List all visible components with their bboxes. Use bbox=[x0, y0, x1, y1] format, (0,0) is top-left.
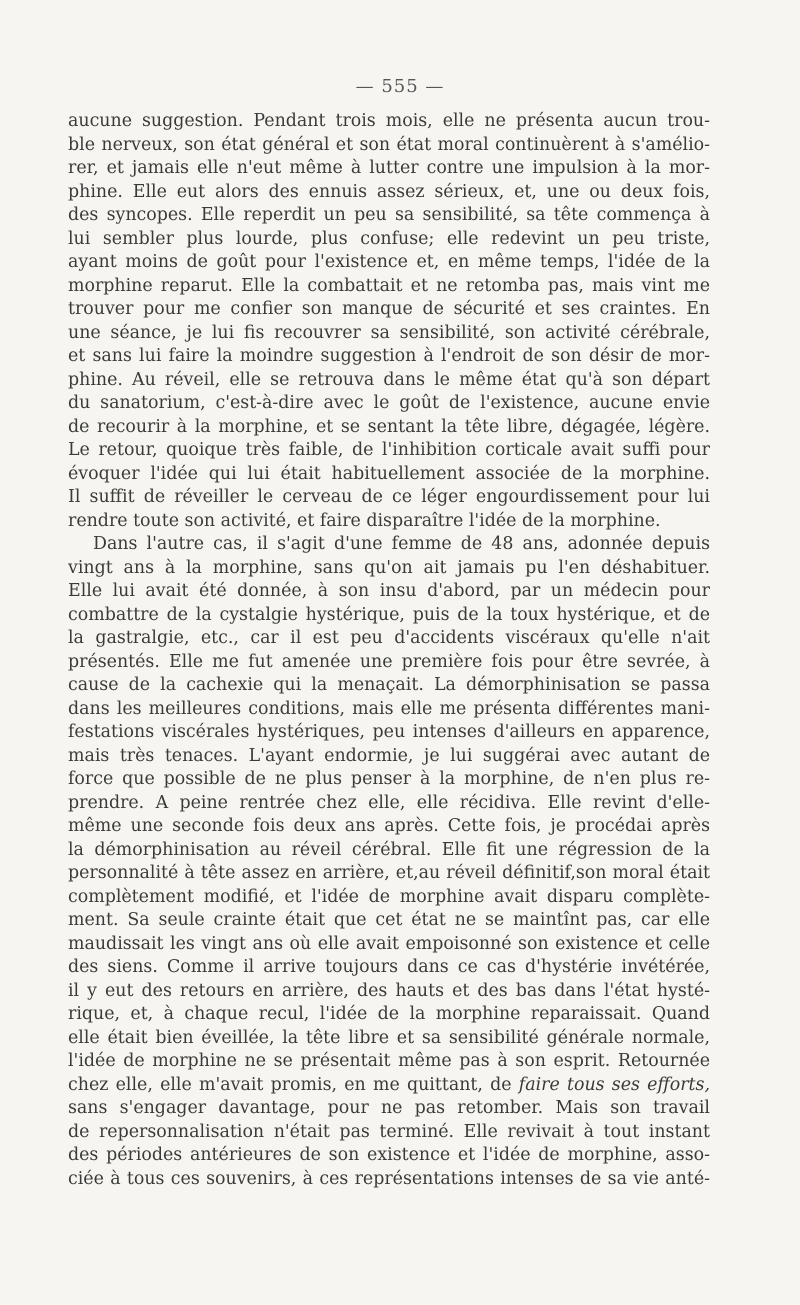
text-line: présentés. Elle me fut amenée une première fois pour être sevrée, à bbox=[68, 651, 710, 672]
text-line: phine. Elle eut alors des ennuis assez sérieux, et, une ou deux fois, bbox=[68, 181, 710, 202]
text-line: dans les meilleures conditions, mais elle me présenta différentes mani- bbox=[68, 698, 710, 719]
text-line: rer, et jamais elle n'eut même à lutter contre une impulsion à la mor- bbox=[68, 158, 710, 178]
text-line: mais très tenaces. L'ayant endormie, je lui suggérai avec autant de bbox=[68, 745, 710, 766]
text-line: une séance, je lui fis recouvrer sa sensibilité, son activité cérébrale, bbox=[68, 322, 710, 343]
text-line: lui sembler plus lourde, plus confuse; elle redevint un peu triste, bbox=[68, 228, 710, 249]
text-line: il y eut des retours en arrière, des hauts et des bas dans l'état hysté- bbox=[68, 980, 710, 1001]
text-line: et sans lui faire la moindre suggestion à l'endroit de son désir de mor- bbox=[68, 346, 710, 366]
text-line: complètement modifié, et l'idée de morphine avait disparu complète- bbox=[68, 886, 710, 907]
body-text bbox=[68, 110, 710, 1191]
text-line: des syncopes. Elle reperdit un peu sa sensibilité, sa tête commença à bbox=[68, 205, 710, 225]
text-segment: chez elle, elle m'avait promis, en me quittant, de bbox=[68, 1074, 519, 1095]
text-line: ble nerveux, son état général et son état moral continuèrent à s'amélio- bbox=[68, 134, 710, 155]
page-number: — 555 — bbox=[355, 76, 445, 97]
text-line: évoquer l'idée qui lui était habituellement associée de la morphine. bbox=[68, 463, 710, 484]
text-line: du sanatorium, c'est-à-dire avec le goût de l'existence, aucune envie bbox=[68, 393, 710, 413]
text-line: des siens. Comme il arrive toujours dans ce cas d'hystérie invétérée, bbox=[68, 957, 710, 977]
text-line: l'idée de morphine ne se présentait même pas à son esprit. Retournée bbox=[68, 1051, 710, 1071]
italic-quote: faire tous ses efforts, bbox=[518, 1074, 710, 1095]
text-line: de recourir à la morphine, et se sentant la tête libre, dégagée, légère. bbox=[68, 416, 710, 437]
text-line: sans s'engager davantage, pour ne pas retomber. Mais son travail bbox=[68, 1098, 710, 1118]
paragraph-start-line: Dans l'autre cas, il s'agit d'une femme de 48 ans, adonnée depuis bbox=[93, 534, 710, 554]
text-line: aucune suggestion. Pendant trois mois, elle ne présenta aucun trou- bbox=[68, 111, 710, 131]
text-line: Le retour, quoique très faible, de l'inhibition corticale avait suffi pour bbox=[68, 440, 710, 460]
text-line: la gastralgie, etc., car il est peu d'accidents viscéraux qu'elle n'ait bbox=[68, 628, 710, 648]
text-line: Il suffit de réveiller le cerveau de ce léger engourdissement pour lui bbox=[68, 487, 710, 507]
text-line: ayant moins de goût pour l'existence et, en même temps, l'idée de la bbox=[68, 252, 710, 272]
text-line: Elle lui avait été donnée, à son insu d'abord, par un médecin pour bbox=[68, 581, 710, 601]
text-line: même une seconde fois deux ans après. Cette fois, je procédai après bbox=[68, 816, 710, 836]
text-line: trouver pour me confier son manque de sécurité et ses craintes. En bbox=[68, 299, 710, 319]
text-line: la démorphinisation au réveil cérébral. Elle fit une régression de la bbox=[68, 839, 710, 860]
text-line: rendre toute son activité, et faire disparaître l'idée de la morphine. bbox=[68, 510, 661, 531]
text-line: des périodes antérieures de son existence et l'idée de morphine, asso- bbox=[68, 1145, 710, 1165]
text-line: maudissait les vingt ans où elle avait empoisonné son existence et celle bbox=[68, 933, 710, 954]
text-line-with-italic bbox=[68, 1074, 710, 1098]
text-line: morphine reparut. Elle la combattait et ne retomba pas, mais vint me bbox=[68, 275, 710, 296]
text-line: de repersonnalisation n'était pas terminé. Elle revivait à tout instant bbox=[68, 1121, 710, 1142]
text-line: festations viscérales hystériques, peu intenses d'ailleurs en apparence, bbox=[68, 722, 710, 742]
text-line: cause de la cachexie qui la menaçait. La démorphinisation se passa bbox=[68, 675, 710, 695]
text-line: ciée à tous ces souvenirs, à ces représentations intenses de sa vie anté- bbox=[68, 1168, 710, 1189]
text-line: personnalité à tête assez en arrière, et,au réveil définitif,son moral était bbox=[68, 863, 710, 883]
text-line: force que possible de ne plus penser à la morphine, de n'en plus re- bbox=[68, 769, 710, 789]
text-line: vingt ans à la morphine, sans qu'on ait jamais pu l'en déshabituer. bbox=[68, 557, 710, 578]
text-line: rique, et, à chaque recul, l'idée de la morphine reparaissait. Quand bbox=[68, 1004, 710, 1024]
text-line: combattre de la cystalgie hystérique, puis de la toux hystérique, et de bbox=[68, 604, 710, 625]
text-line: phine. Au réveil, elle se retrouva dans le même état qu'à son départ bbox=[68, 369, 710, 390]
text-line: prendre. A peine rentrée chez elle, elle récidiva. Elle revint d'elle- bbox=[68, 792, 710, 813]
text-line: elle était bien éveillée, la tête libre et sa sensibilité générale normale, bbox=[68, 1027, 710, 1048]
text-line: ment. Sa seule crainte était que cet état ne se maintînt pas, car elle bbox=[68, 910, 710, 930]
